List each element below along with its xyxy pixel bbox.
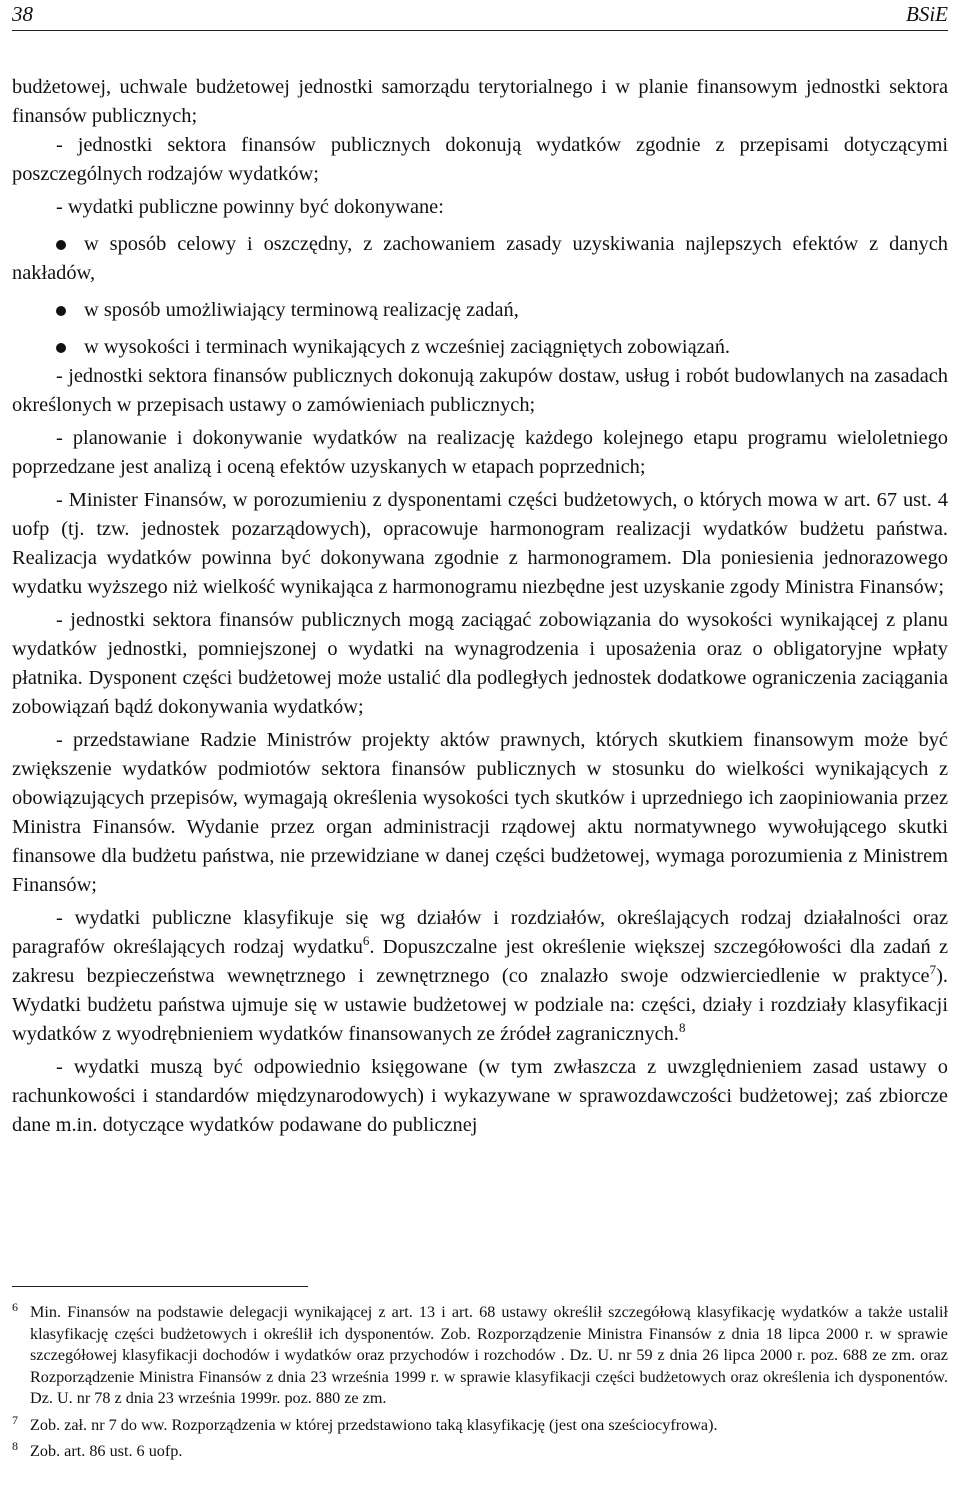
- paragraph: - wydatki muszą być odpowiednio księgowane (w tym zwłaszcza z uwzględnieniem zasad ustawy o rachunkowości i standardów międzynarodowych) i wykazywane w sprawozdawczości budżetowej; zaś zbiorcze dane m.in. dotyczące wydatków podawane do publicznej: [12, 1056, 948, 1136]
- bullet-text: w wysokości i terminach wynikających z wcześniej zaciągniętych zobowiązań.: [84, 336, 731, 358]
- main-text: [12, 73, 948, 1140]
- bullet-item: [12, 230, 948, 288]
- paragraph: - przedstawiane Radzie Ministrów projekty aktów prawnych, których skutkiem finansowym może być zwiększenie wydatków podmiotów sektora finansów publicznych w stosunku do wielkości wynikających z obowiązujących przepisów, wymagają określenia wysokości tych skutków i uprzedniego ich zaopiniowania przez Ministra Finansów. Wydanie przez organ administracji rządowej aktu normatywnego wywołującego skutki finansowe dla budżetu państwa, nie przewidziane w danej części budżetowej, wymaga porozumienia z Ministrem Finansów;: [12, 729, 948, 896]
- footnote-separator: [12, 1286, 308, 1287]
- bullet-item: [12, 333, 948, 362]
- footnote: [12, 1297, 948, 1410]
- footnote: [12, 1436, 948, 1463]
- footnotes: [12, 1297, 948, 1463]
- bullet-icon: [56, 240, 66, 250]
- footnote-ref: 6: [362, 933, 370, 949]
- page-number: 38: [12, 2, 33, 26]
- text-run: . Dopuszczalne jest określenie większej szczegółowości dla zadań z zakresu bezpieczeństwa wewnętrznego i zewnętrznego (co znalazło swoje odzwierciedlenie w praktyce: [12, 936, 948, 987]
- footnote-text: Min. Finansów na podstawie delegacji wynikającej z art. 13 i art. 68 ustawy określił szczegółową klasyfikację wydatków a także ustalił klasyfikację części budżetowych i określił ich dysponentów. Zob. Rozporządzenie Ministra Finansów z dnia 18 lipca 2000 r. w sprawie szczegółowej klasyfikacji dochodów i wydatków oraz przychodów i rozchodów . Dz. U. nr 59 z dnia 26 lipca 2000 r. poz. 688 ze zm. oraz Rozporządzenie Ministra Finansów z dnia 23 września 1999 r. w sprawie klasyfikacji części budżetowych oraz określenia ich dysponentów. Dz. U. nr 78 z dnia 23 września 1999r. poz. 880 ze zm.: [30, 1303, 948, 1407]
- bullet-icon: [56, 343, 66, 353]
- bullet-text: w sposób celowy i oszczędny, z zachowaniem zasady uzyskiwania najlepszych efektów z danych nakładów,: [12, 233, 948, 284]
- footnote-mark: 8: [12, 1439, 18, 1453]
- paragraph: - wydatki publiczne powinny być dokonywane:: [56, 196, 444, 218]
- footnote-mark: 7: [12, 1412, 18, 1427]
- bullet-icon: [56, 306, 66, 316]
- paragraph: - jednostki sektora finansów publicznych dokonują zakupów dostaw, usług i robót budowlanych na zasadach określonych w przepisach ustawy o zamówieniach publicznych;: [12, 365, 948, 416]
- footnote-ref: 7: [929, 962, 937, 978]
- paragraph: - planowanie i dokonywanie wydatków na realizację każdego kolejnego etapu programu wieloletniego poprzedzane jest analizą i oceną efektów uzyskanych w etapach poprzednich;: [12, 427, 948, 478]
- bullet-text: w sposób umożliwiający terminową realizację zadań,: [84, 299, 519, 321]
- paragraph-with-footnotes: [12, 904, 948, 1049]
- paragraph: budżetowej, uchwale budżetowej jednostki samorządu terytorialnego i w planie finansowym jednostki sektora finansów publicznych;: [12, 76, 948, 127]
- publisher-mark: BSiE: [906, 2, 948, 26]
- text-run: - wydatki publiczne klasyfikuje się wg działów i rozdziałów, określających rodzaj działalności oraz paragrafów określających rodzaj wydatku: [12, 907, 948, 958]
- paragraph: - jednostki sektora finansów publicznych dokonują wydatków zgodnie z przepisami dotyczącymi poszczególnych rodzajów wydatków;: [12, 134, 948, 185]
- footnote-text: Zob. zał. nr 7 do ww. Rozporządzenia w której przedstawiono taką klasyfikację (jest ona sześciocyfrowa).: [30, 1415, 718, 1434]
- footnote-text: Zob. art. 86 ust. 6 uofp.: [30, 1442, 183, 1460]
- footnote-ref: 8: [678, 1020, 686, 1036]
- footnote: [12, 1410, 948, 1437]
- footnote-mark: 6: [12, 1300, 18, 1314]
- text-run: ). Wydatki budżetu państwa ujmuje się w ustawie budżetowej w podziale na: części, działy i rozdziały klasyfikacji wydatków z wyodrębnieniem wydatków finansowanych ze źródeł zagranicznych.: [12, 965, 948, 1045]
- page-header: [12, 0, 948, 31]
- bullet-item: [12, 296, 948, 325]
- paragraph: - jednostki sektora finansów publicznych mogą zaciągać zobowiązania do wysokości wynikającej z planu wydatków jednostki, pomniejszonej o wydatki na wynagrodzenia i uposażenia oraz o obligatoryjne wpłaty płatnika. Dysponent części budżetowej może ustalić dla podległych jednostek dodatkowe ograniczenia zaciągania zobowiązań bądź dokonywania wydatków;: [12, 609, 948, 718]
- paragraph: - Minister Finansów, w porozumieniu z dysponentami części budżetowych, o których mowa w art. 67 ust. 4 uofp (tj. tzw. jednostek pozarządowych), opracowuje harmonogram realizacji wydatków budżetu państwa. Realizacja wydatków powinna być dokonywana zgodnie z harmonogramem. Dla poniesienia jednorazowego wydatku wyższego niż wielkość wynikająca z harmonogramu niezbędne jest uzyskanie zgody Ministra Finansów;: [12, 489, 948, 598]
